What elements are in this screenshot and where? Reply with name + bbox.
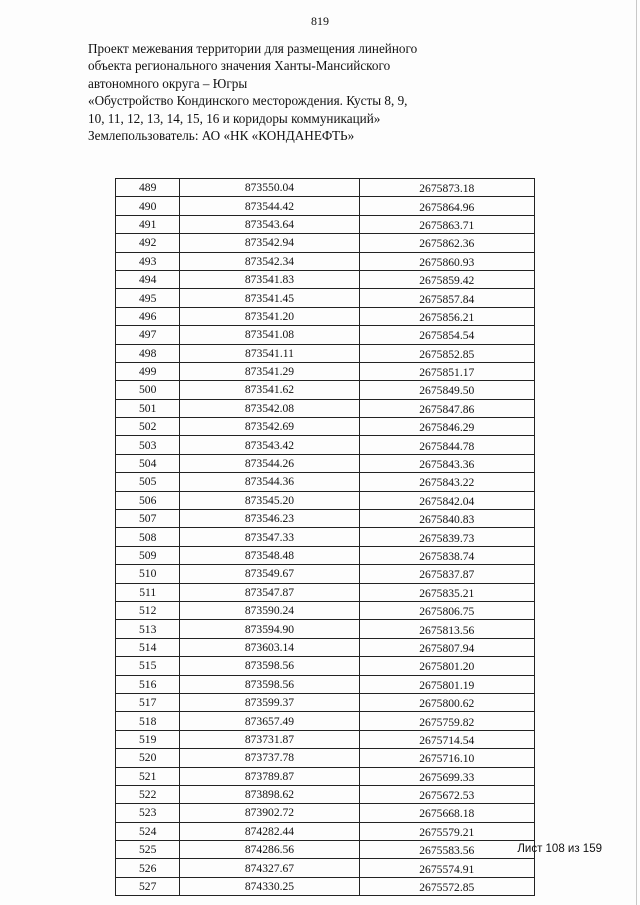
y-coordinate-cell: 2675807.94 xyxy=(359,638,534,656)
point-number-cell: 492 xyxy=(116,234,180,252)
table-row xyxy=(116,436,535,454)
y-coordinate-cell: 2675843.36 xyxy=(359,454,534,472)
header-line: автономного округа – Югры xyxy=(88,75,248,91)
point-number-cell: 493 xyxy=(116,252,180,270)
x-coordinate-cell: 873544.42 xyxy=(180,197,359,215)
table-row xyxy=(116,712,535,730)
y-coordinate-cell: 2675852.85 xyxy=(359,344,534,362)
point-number-cell: 494 xyxy=(116,270,180,288)
y-coordinate-cell: 2675846.29 xyxy=(359,418,534,436)
table-row xyxy=(116,344,535,362)
table-row xyxy=(116,491,535,509)
x-coordinate-cell: 873541.62 xyxy=(180,381,359,399)
scan-edge xyxy=(636,0,637,905)
x-coordinate-cell: 874327.67 xyxy=(180,859,359,877)
table-row xyxy=(116,859,535,877)
table-row xyxy=(116,767,535,785)
point-number-cell: 505 xyxy=(116,473,180,491)
table-row xyxy=(116,307,535,325)
table-row xyxy=(116,528,535,546)
x-coordinate-cell: 874286.56 xyxy=(180,841,359,859)
table-row xyxy=(116,473,535,491)
y-coordinate-cell: 2675800.62 xyxy=(359,693,534,711)
y-coordinate-cell: 2675699.33 xyxy=(359,767,534,785)
coordinates-table xyxy=(115,178,535,896)
table-row xyxy=(116,693,535,711)
table-row xyxy=(116,877,535,895)
x-coordinate-cell: 873541.20 xyxy=(180,307,359,325)
x-coordinate-cell: 873541.45 xyxy=(180,289,359,307)
table-row xyxy=(116,289,535,307)
point-number-cell: 491 xyxy=(116,215,180,233)
y-coordinate-cell: 2675572.85 xyxy=(359,877,534,895)
point-number-cell: 521 xyxy=(116,767,180,785)
page-number: 819 xyxy=(311,14,329,28)
header-line: Проект межевания территории для размещения линейного xyxy=(88,41,418,56)
point-number-cell: 507 xyxy=(116,510,180,528)
x-coordinate-cell: 873549.67 xyxy=(180,565,359,583)
table-row xyxy=(116,785,535,803)
y-coordinate-cell: 2675844.78 xyxy=(359,436,534,454)
point-number-cell: 500 xyxy=(116,381,180,399)
x-coordinate-cell: 873902.72 xyxy=(180,804,359,822)
table-row xyxy=(116,270,535,288)
point-number-cell: 526 xyxy=(116,859,180,877)
point-number-cell: 525 xyxy=(116,841,180,859)
x-coordinate-cell: 873594.90 xyxy=(180,620,359,638)
point-number-cell: 516 xyxy=(116,675,180,693)
y-coordinate-cell: 2675851.17 xyxy=(359,362,534,380)
y-coordinate-cell: 2675860.93 xyxy=(359,252,534,270)
table-row xyxy=(116,510,535,528)
x-coordinate-cell: 873789.87 xyxy=(180,767,359,785)
x-coordinate-cell: 873541.83 xyxy=(180,270,359,288)
point-number-cell: 508 xyxy=(116,528,180,546)
point-number-cell: 514 xyxy=(116,638,180,656)
x-coordinate-cell: 873603.14 xyxy=(180,638,359,656)
table-row xyxy=(116,546,535,564)
sheet-label: Лист 108 из 159 xyxy=(517,843,602,855)
y-coordinate-cell: 2675859.42 xyxy=(359,270,534,288)
x-coordinate-cell: 873548.48 xyxy=(180,546,359,564)
table-row xyxy=(116,804,535,822)
x-coordinate-cell: 873542.34 xyxy=(180,252,359,270)
x-coordinate-cell: 873545.20 xyxy=(180,491,359,509)
table-row xyxy=(116,657,535,675)
y-coordinate-cell: 2675759.82 xyxy=(359,712,534,730)
point-number-cell: 522 xyxy=(116,785,180,803)
point-number-cell: 512 xyxy=(116,601,180,619)
point-number-cell: 498 xyxy=(116,344,180,362)
point-number-cell: 515 xyxy=(116,657,180,675)
table-row xyxy=(116,675,535,693)
point-number-cell: 520 xyxy=(116,749,180,767)
x-coordinate-cell: 873547.87 xyxy=(180,583,359,601)
y-coordinate-cell: 2675837.87 xyxy=(359,565,534,583)
x-coordinate-cell: 873544.26 xyxy=(180,454,359,472)
y-coordinate-cell: 2675801.19 xyxy=(359,675,534,693)
x-coordinate-cell: 873550.04 xyxy=(180,179,359,197)
table-row xyxy=(116,601,535,619)
y-coordinate-cell: 2675863.71 xyxy=(359,215,534,233)
y-coordinate-cell: 2675843.22 xyxy=(359,473,534,491)
y-coordinate-cell: 2675842.04 xyxy=(359,491,534,509)
table-row xyxy=(116,749,535,767)
point-number-cell: 504 xyxy=(116,454,180,472)
table-row xyxy=(116,326,535,344)
point-number-cell: 496 xyxy=(116,307,180,325)
y-coordinate-cell: 2675856.21 xyxy=(359,307,534,325)
point-number-cell: 523 xyxy=(116,804,180,822)
point-number-cell: 502 xyxy=(116,418,180,436)
table-row xyxy=(116,197,535,215)
x-coordinate-cell: 873546.23 xyxy=(180,510,359,528)
point-number-cell: 524 xyxy=(116,822,180,840)
y-coordinate-cell: 2675840.83 xyxy=(359,510,534,528)
x-coordinate-cell: 873547.33 xyxy=(180,528,359,546)
document-header xyxy=(88,40,428,144)
x-coordinate-cell: 874282.44 xyxy=(180,822,359,840)
x-coordinate-cell: 873590.24 xyxy=(180,601,359,619)
table-row xyxy=(116,215,535,233)
table-row xyxy=(116,822,535,840)
point-number-cell: 501 xyxy=(116,399,180,417)
table-row xyxy=(116,730,535,748)
y-coordinate-cell: 2675847.86 xyxy=(359,399,534,417)
y-coordinate-cell: 2675864.96 xyxy=(359,197,534,215)
x-coordinate-cell: 873731.87 xyxy=(180,730,359,748)
table-row xyxy=(116,638,535,656)
y-coordinate-cell: 2675668.18 xyxy=(359,804,534,822)
y-coordinate-cell: 2675839.73 xyxy=(359,528,534,546)
table-row xyxy=(116,399,535,417)
table-row xyxy=(116,179,535,197)
x-coordinate-cell: 873542.08 xyxy=(180,399,359,417)
x-coordinate-cell: 873541.08 xyxy=(180,326,359,344)
point-number-cell: 495 xyxy=(116,289,180,307)
table-row xyxy=(116,620,535,638)
y-coordinate-cell: 2675579.21 xyxy=(359,822,534,840)
table-row xyxy=(116,252,535,270)
y-coordinate-cell: 2675849.50 xyxy=(359,381,534,399)
x-coordinate-cell: 873541.11 xyxy=(180,344,359,362)
y-coordinate-cell: 2675835.21 xyxy=(359,583,534,601)
table-row xyxy=(116,362,535,380)
point-number-cell: 503 xyxy=(116,436,180,454)
table-row xyxy=(116,841,535,859)
x-coordinate-cell: 873544.36 xyxy=(180,473,359,491)
y-coordinate-cell: 2675583.56 xyxy=(359,841,534,859)
x-coordinate-cell: 873599.37 xyxy=(180,693,359,711)
point-number-cell: 490 xyxy=(116,197,180,215)
x-coordinate-cell: 873543.42 xyxy=(180,436,359,454)
table-row xyxy=(116,454,535,472)
point-number-cell: 499 xyxy=(116,362,180,380)
point-number-cell: 527 xyxy=(116,877,180,895)
x-coordinate-cell: 873657.49 xyxy=(180,712,359,730)
point-number-cell: 506 xyxy=(116,491,180,509)
y-coordinate-cell: 2675862.36 xyxy=(359,234,534,252)
table-row xyxy=(116,234,535,252)
x-coordinate-cell: 873898.62 xyxy=(180,785,359,803)
y-coordinate-cell: 2675716.10 xyxy=(359,749,534,767)
x-coordinate-cell: 874330.25 xyxy=(180,877,359,895)
header-line: объекта регионального значения Ханты-Мансийского xyxy=(88,58,391,74)
point-number-cell: 510 xyxy=(116,565,180,583)
x-coordinate-cell: 873598.56 xyxy=(180,657,359,675)
table-row xyxy=(116,381,535,399)
point-number-cell: 513 xyxy=(116,620,180,638)
y-coordinate-cell: 2675801.20 xyxy=(359,657,534,675)
table-row xyxy=(116,418,535,436)
point-number-cell: 489 xyxy=(116,179,180,197)
header-line: Землепользователь: АО «НК «КОНДАНЕФТЬ» xyxy=(88,128,355,144)
x-coordinate-cell: 873541.29 xyxy=(180,362,359,380)
y-coordinate-cell: 2675714.54 xyxy=(359,730,534,748)
x-coordinate-cell: 873542.94 xyxy=(180,234,359,252)
y-coordinate-cell: 2675838.74 xyxy=(359,546,534,564)
y-coordinate-cell: 2675854.54 xyxy=(359,326,534,344)
header-line: 10, 11, 12, 13, 14, 15, 16 и коридоры коммуникаций» xyxy=(88,110,381,126)
point-number-cell: 509 xyxy=(116,546,180,564)
point-number-cell: 511 xyxy=(116,583,180,601)
x-coordinate-cell: 873598.56 xyxy=(180,675,359,693)
y-coordinate-cell: 2675672.53 xyxy=(359,785,534,803)
x-coordinate-cell: 873737.78 xyxy=(180,749,359,767)
header-line: «Обустройство Кондинского месторождения. Кусты 8, 9, xyxy=(88,93,408,109)
point-number-cell: 519 xyxy=(116,730,180,748)
y-coordinate-cell: 2675873.18 xyxy=(359,179,534,197)
coordinates-table-body xyxy=(116,179,535,896)
y-coordinate-cell: 2675813.56 xyxy=(359,620,534,638)
y-coordinate-cell: 2675857.84 xyxy=(359,289,534,307)
x-coordinate-cell: 873543.64 xyxy=(180,215,359,233)
point-number-cell: 518 xyxy=(116,712,180,730)
point-number-cell: 517 xyxy=(116,693,180,711)
point-number-cell: 497 xyxy=(116,326,180,344)
x-coordinate-cell: 873542.69 xyxy=(180,418,359,436)
y-coordinate-cell: 2675574.91 xyxy=(359,859,534,877)
y-coordinate-cell: 2675806.75 xyxy=(359,601,534,619)
table-row xyxy=(116,565,535,583)
table-row xyxy=(116,583,535,601)
